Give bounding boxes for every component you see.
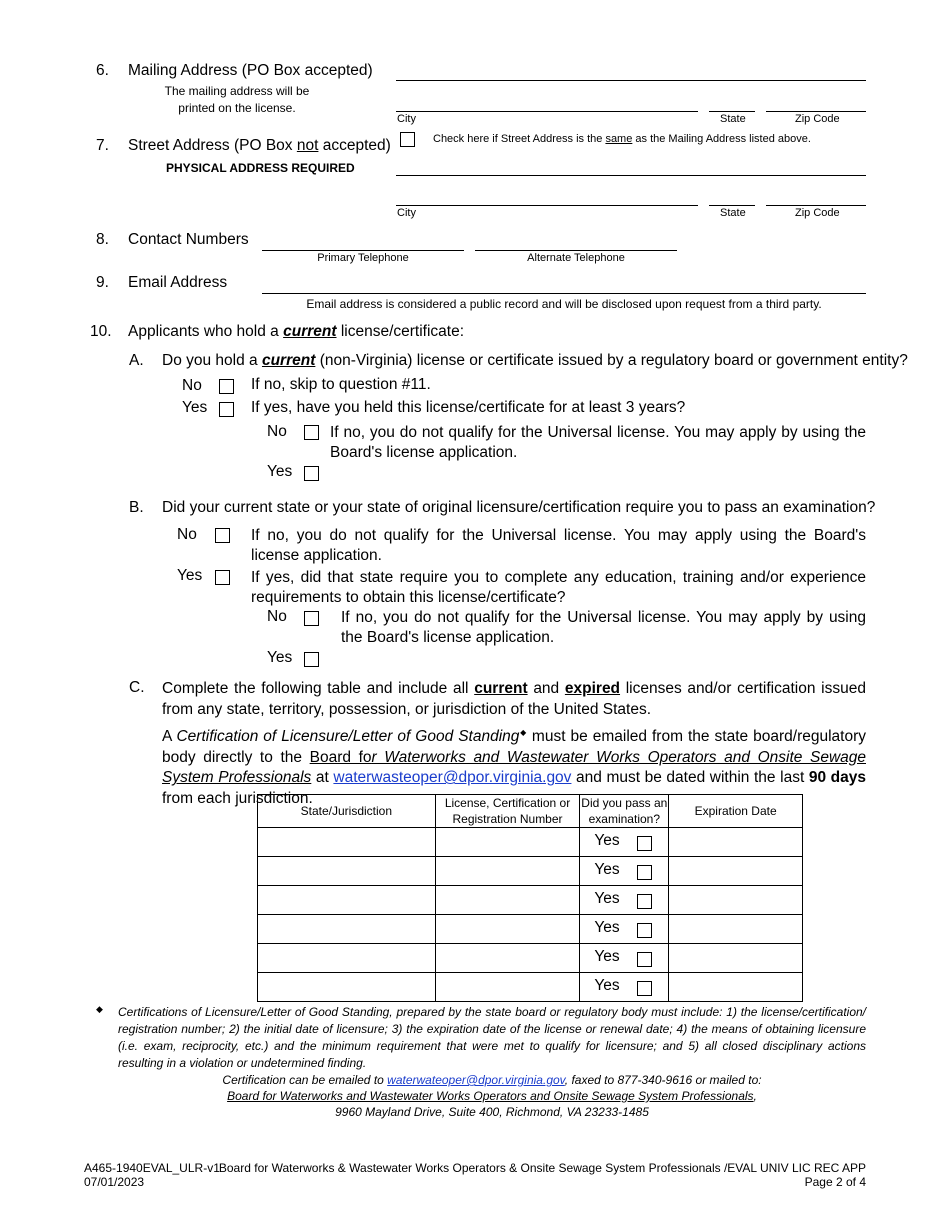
table-row <box>258 857 803 886</box>
table-row <box>258 973 803 1002</box>
q10b-yes-text: If yes, did that state require you to complete any education, training and/or experience requirements to obtain this license/certificate? <box>251 569 866 606</box>
q10b-question: Did your current state or your state of original licensure/certification require you to pass an examination? <box>162 499 876 516</box>
q10b-no-label: No <box>177 526 197 543</box>
expiration-cell[interactable] <box>669 973 803 1002</box>
exam-cell: Yes <box>580 944 669 973</box>
street-address-line1-field[interactable] <box>396 175 866 176</box>
q10b-sub-no-checkbox[interactable] <box>304 611 319 626</box>
q6-note-1: The mailing address will be <box>164 84 310 98</box>
physical-address-required: PHYSICAL ADDRESS REQUIRED <box>166 161 355 175</box>
col-header-expiration: Expiration Date <box>669 795 803 828</box>
q10a-no-text: If no, skip to question #11. <box>251 376 431 393</box>
state-cell[interactable] <box>258 973 436 1002</box>
q10c-instructions: Complete the following table and include all current and expired licenses and/or certification issued from any state, territory, possession, or jurisdiction of the United States. <box>162 680 866 718</box>
col-header-license-number: License, Certification or Registration Number <box>435 795 580 828</box>
footnote-contact-line1: Certification can be emailed to waterwateoper@dpor.virginia.gov, faxed to 877-340-9616 or mailed to: <box>222 1073 762 1087</box>
street-zip-field[interactable] <box>766 205 866 206</box>
mailing-state-field[interactable] <box>709 111 755 112</box>
exam-yes-checkbox[interactable] <box>637 836 652 851</box>
col-header-state: State/Jurisdiction <box>258 795 436 828</box>
q10a-question: Do you hold a current (non-Virginia) license or certificate issued by a regulatory board or government entity? <box>162 352 908 369</box>
footer-title: Board for Waterworks & Wastewater Works Operators & Onsite Sewage System Professionals /EVAL UNIV LIC REC APP <box>218 1161 866 1175</box>
table-row <box>258 828 803 857</box>
mailing-zip-field[interactable] <box>766 111 866 112</box>
table-row <box>258 886 803 915</box>
q9-number: 9. <box>96 274 109 291</box>
license-number-cell[interactable] <box>435 857 580 886</box>
footnote-contact-line2: Board for Waterworks and Wastewater Works Operators and Onsite Sewage System Professionals, <box>227 1089 757 1103</box>
q10a-sub-no-label: No <box>267 423 287 440</box>
q10a-yes-checkbox[interactable] <box>219 402 234 417</box>
q10a-yes-label: Yes <box>182 399 208 416</box>
alternate-telephone-label: Alternate Telephone <box>527 252 625 264</box>
state-cell[interactable] <box>258 828 436 857</box>
mailing-address-line1-field[interactable] <box>396 80 866 81</box>
q10a-sub-no-text: If no, you do not qualify for the Universal license. You may apply by using the Board's license application. <box>330 424 866 461</box>
license-number-cell[interactable] <box>435 944 580 973</box>
q10b-sub-yes-checkbox[interactable] <box>304 652 319 667</box>
email-address-field[interactable] <box>262 293 866 294</box>
page-number: Page 2 of 4 <box>804 1175 866 1189</box>
mailing-city-label: City <box>397 113 416 125</box>
street-city-label: City <box>397 207 416 219</box>
q10b-no-text: If no, you do not qualify for the Universal license. You may apply using the Board's license application. <box>251 527 866 564</box>
street-zip-label: Zip Code <box>795 207 840 219</box>
form-id: A465-1940EVAL_ULR-v1 <box>84 1161 220 1175</box>
exam-cell: Yes <box>580 973 669 1002</box>
q10b-sub-yes-label: Yes <box>267 649 293 666</box>
license-number-cell[interactable] <box>435 915 580 944</box>
q10b-letter: B. <box>129 499 144 516</box>
q10b-sub-no-label: No <box>267 608 287 625</box>
exam-cell: Yes <box>580 828 669 857</box>
exam-yes-checkbox[interactable] <box>637 894 652 909</box>
street-state-label: State <box>720 207 746 219</box>
expiration-cell[interactable] <box>669 886 803 915</box>
street-city-field[interactable] <box>396 205 698 206</box>
mailing-city-field[interactable] <box>396 111 698 112</box>
exam-yes-checkbox[interactable] <box>637 981 652 996</box>
mailing-zip-label: Zip Code <box>795 113 840 125</box>
q10b-yes-label: Yes <box>177 567 203 584</box>
q10a-sub-yes-label: Yes <box>267 463 293 480</box>
board-email-link[interactable]: waterwasteoper@dpor.virginia.gov <box>333 769 572 787</box>
table-row <box>258 915 803 944</box>
exam-cell: Yes <box>580 886 669 915</box>
q10-number: 10. <box>90 323 112 340</box>
q10a-letter: A. <box>129 352 144 369</box>
q10b-sub-no-text: If no, you do not qualify for the Universal license. You may apply by using the Board's license application. <box>341 609 866 646</box>
q10-label: Applicants who hold a current license/certificate: <box>128 323 465 340</box>
q10b-yes-checkbox[interactable] <box>215 570 230 585</box>
q10a-yes-text: If yes, have you held this license/certificate for at least 3 years? <box>251 399 686 416</box>
state-cell[interactable] <box>258 886 436 915</box>
expiration-cell[interactable] <box>669 828 803 857</box>
q10a-sub-no-checkbox[interactable] <box>304 425 319 440</box>
state-cell[interactable] <box>258 915 436 944</box>
q10b-no-checkbox[interactable] <box>215 528 230 543</box>
exam-cell: Yes <box>580 915 669 944</box>
email-public-record-note: Email address is considered a public record and will be disclosed upon request from a third party. <box>306 297 822 311</box>
q10a-no-label: No <box>182 377 202 394</box>
exam-yes-checkbox[interactable] <box>637 865 652 880</box>
same-address-text: Check here if Street Address is the same as the Mailing Address listed above. <box>433 133 811 145</box>
state-cell[interactable] <box>258 944 436 973</box>
license-number-cell[interactable] <box>435 828 580 857</box>
q8-label: Contact Numbers <box>128 231 249 248</box>
same-address-checkbox[interactable] <box>400 132 415 147</box>
q9-label: Email Address <box>128 274 228 291</box>
exam-cell: Yes <box>580 857 669 886</box>
exam-yes-checkbox[interactable] <box>637 923 652 938</box>
certification-email-link[interactable]: waterwateoper@dpor.virginia.gov <box>387 1073 565 1087</box>
expiration-cell[interactable] <box>669 944 803 973</box>
footnote-mark: ◆ <box>96 1004 103 1014</box>
q7-number: 7. <box>96 137 109 154</box>
footnote-text: Certifications of Licensure/Letter of Good Standing, prepared by the state board or regulatory body must include: 1) the license/certification/ registration number; 2) the initial date of licensure; 3) the expiration date of the license or renewal date; 4) the means of obtaining licensure (i.e. exam, reciprocity, etc.) and the minimum requirement that were met to qualify for licensure; and 5) all closed disciplinary actions resulting in a violation or undetermined finding. <box>118 1005 866 1070</box>
q10c-certification-text: A Certification of Licensure/Letter of Good Standing◆ must be emailed from the state board/regulatory body directly to the Board for Waterworks and Wastewater Works Operators and Onsite Sewage System Professionals at waterwasteoper@dpor.virginia.gov and must be dated within the last 90 days from each jurisdiction. <box>162 728 867 807</box>
street-state-field[interactable] <box>709 205 755 206</box>
q7-label: Street Address (PO Box not accepted) <box>128 137 391 154</box>
q10a-sub-yes-checkbox[interactable] <box>304 466 319 481</box>
state-cell[interactable] <box>258 857 436 886</box>
col-header-exam: Did you pass an examination? <box>581 796 668 826</box>
q6-number: 6. <box>96 62 109 79</box>
exam-yes-checkbox[interactable] <box>637 952 652 967</box>
q8-number: 8. <box>96 231 109 248</box>
license-number-cell[interactable] <box>435 973 580 1002</box>
expiration-cell[interactable] <box>669 857 803 886</box>
expiration-cell[interactable] <box>669 915 803 944</box>
license-table <box>257 794 803 1002</box>
primary-telephone-field[interactable] <box>262 250 464 251</box>
q10c-letter: C. <box>129 679 145 696</box>
q6-note-2: printed on the license. <box>178 101 296 115</box>
q10a-no-checkbox[interactable] <box>219 379 234 394</box>
form-date: 07/01/2023 <box>84 1175 145 1189</box>
primary-telephone-label: Primary Telephone <box>317 252 409 264</box>
alternate-telephone-field[interactable] <box>475 250 677 251</box>
q6-label: Mailing Address (PO Box accepted) <box>128 62 373 79</box>
mailing-state-label: State <box>720 113 746 125</box>
table-row <box>258 944 803 973</box>
license-number-cell[interactable] <box>435 886 580 915</box>
footnote-contact-line3: 9960 Mayland Drive, Suite 400, Richmond, VA 23233-1485 <box>335 1105 649 1119</box>
